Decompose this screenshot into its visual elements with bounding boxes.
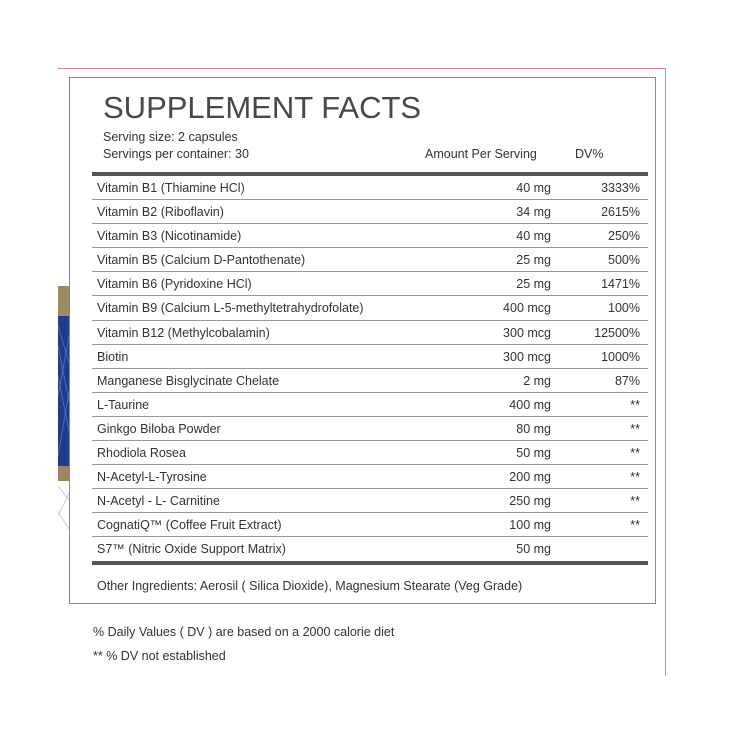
table-row <box>92 369 648 393</box>
table-row <box>92 465 648 489</box>
nutrient-dv: 1000% <box>601 349 640 364</box>
background-line-right <box>665 68 666 676</box>
nutrient-name: Vitamin B1 (Thiamine HCl) <box>97 181 245 195</box>
nutrient-amount: 50 mg <box>516 542 551 557</box>
nutrient-dv: 87% <box>614 373 640 388</box>
nutrient-name: Vitamin B2 (Riboflavin) <box>97 205 224 220</box>
nutrient-amount: 80 mg <box>516 421 551 436</box>
nutrient-dv: 250% <box>608 229 640 244</box>
nutrient-amount: 40 mg <box>516 181 551 195</box>
nutrient-name: Vitamin B12 (Methylcobalamin) <box>97 325 270 340</box>
table-row <box>92 513 648 537</box>
table-row <box>92 417 648 441</box>
nutrient-dv: 100% <box>608 301 640 316</box>
nutrient-dv: 12500% <box>594 325 640 340</box>
nutrient-amount: 40 mg <box>516 229 551 244</box>
nutrient-amount: 25 mg <box>516 253 551 268</box>
nutrient-name: Ginkgo Biloba Powder <box>97 421 221 436</box>
nutrient-dv: ** <box>630 470 640 485</box>
nutrient-name: Manganese Bisglycinate Chelate <box>97 373 280 388</box>
nutrient-name: L-Taurine <box>97 397 150 412</box>
background-line-top <box>58 68 666 69</box>
nutrient-amount: 400 mcg <box>503 301 551 316</box>
nutrient-name: Biotin <box>97 349 129 364</box>
table-row <box>92 248 648 272</box>
table-row <box>92 321 648 345</box>
table-row <box>92 537 648 561</box>
nutrient-amount: 300 mcg <box>503 325 551 340</box>
table-row <box>92 393 648 417</box>
nutrient-amount: 250 mg <box>509 494 551 509</box>
table-row <box>92 489 648 513</box>
nutrient-dv: 3333% <box>601 181 640 195</box>
nutrient-dv: ** <box>630 421 640 436</box>
nutrient-dv: 1471% <box>601 277 640 292</box>
nutrient-dv: ** <box>630 518 640 533</box>
nutrient-name: N-Acetyl-L-Tyrosine <box>97 470 207 485</box>
nutrient-amount: 200 mg <box>509 470 551 485</box>
nutrient-name: Vitamin B5 (Calcium D-Pantothenate) <box>97 253 306 268</box>
nutrient-name: Vitamin B6 (Pyridoxine HCl) <box>97 277 252 292</box>
table-row <box>92 296 648 320</box>
servings-per-container: Servings per container: 30 <box>103 147 249 161</box>
other-ingredients: Other Ingredients: Aerosil ( Silica Dioxide), Magnesium Stearate (Veg Grade) <box>97 579 523 593</box>
dv-not-established-footnote: ** % DV not established <box>93 649 226 663</box>
nutrient-amount: 50 mg <box>516 446 551 461</box>
nutrient-amount: 2 mg <box>523 373 551 388</box>
table-row <box>92 345 648 369</box>
column-header-amount: Amount Per Serving <box>425 147 537 161</box>
daily-value-footnote: % Daily Values ( DV ) are based on a 2000 calorie diet <box>93 625 395 639</box>
supplement-facts-panel <box>69 77 656 604</box>
footer-divider <box>92 561 648 565</box>
table-row <box>92 200 648 224</box>
table-row <box>92 441 648 465</box>
panel-title: SUPPLEMENT FACTS <box>103 90 422 125</box>
nutrient-amount: 300 mcg <box>503 349 551 364</box>
nutrient-name: N-Acetyl - L- Carnitine <box>97 494 220 509</box>
table-row <box>92 176 648 200</box>
nutrient-dv: 2615% <box>601 205 640 220</box>
nutrient-table <box>92 176 648 562</box>
column-header-dv: DV% <box>575 147 604 161</box>
nutrient-name: CognatiQ™ (Coffee Fruit Extract) <box>97 518 282 533</box>
nutrient-dv: ** <box>630 397 640 412</box>
table-row <box>92 224 648 248</box>
table-row <box>92 272 648 296</box>
nutrient-amount: 25 mg <box>516 277 551 292</box>
nutrient-name: Vitamin B3 (Nicotinamide) <box>97 229 242 244</box>
nutrient-name: Vitamin B9 (Calcium L-5-methyltetrahydrofolate) <box>97 301 364 316</box>
nutrient-amount: 34 mg <box>516 205 551 220</box>
nutrient-amount: 100 mg <box>509 518 551 533</box>
nutrient-dv: ** <box>630 494 640 509</box>
nutrient-dv: 500% <box>608 253 640 268</box>
serving-size: Serving size: 2 capsules <box>103 130 238 144</box>
nutrient-dv: ** <box>630 446 640 461</box>
nutrient-amount: 400 mg <box>509 397 551 412</box>
nutrient-name: Rhodiola Rosea <box>97 446 186 461</box>
nutrient-name: S7™ (Nitric Oxide Support Matrix) <box>97 542 286 557</box>
